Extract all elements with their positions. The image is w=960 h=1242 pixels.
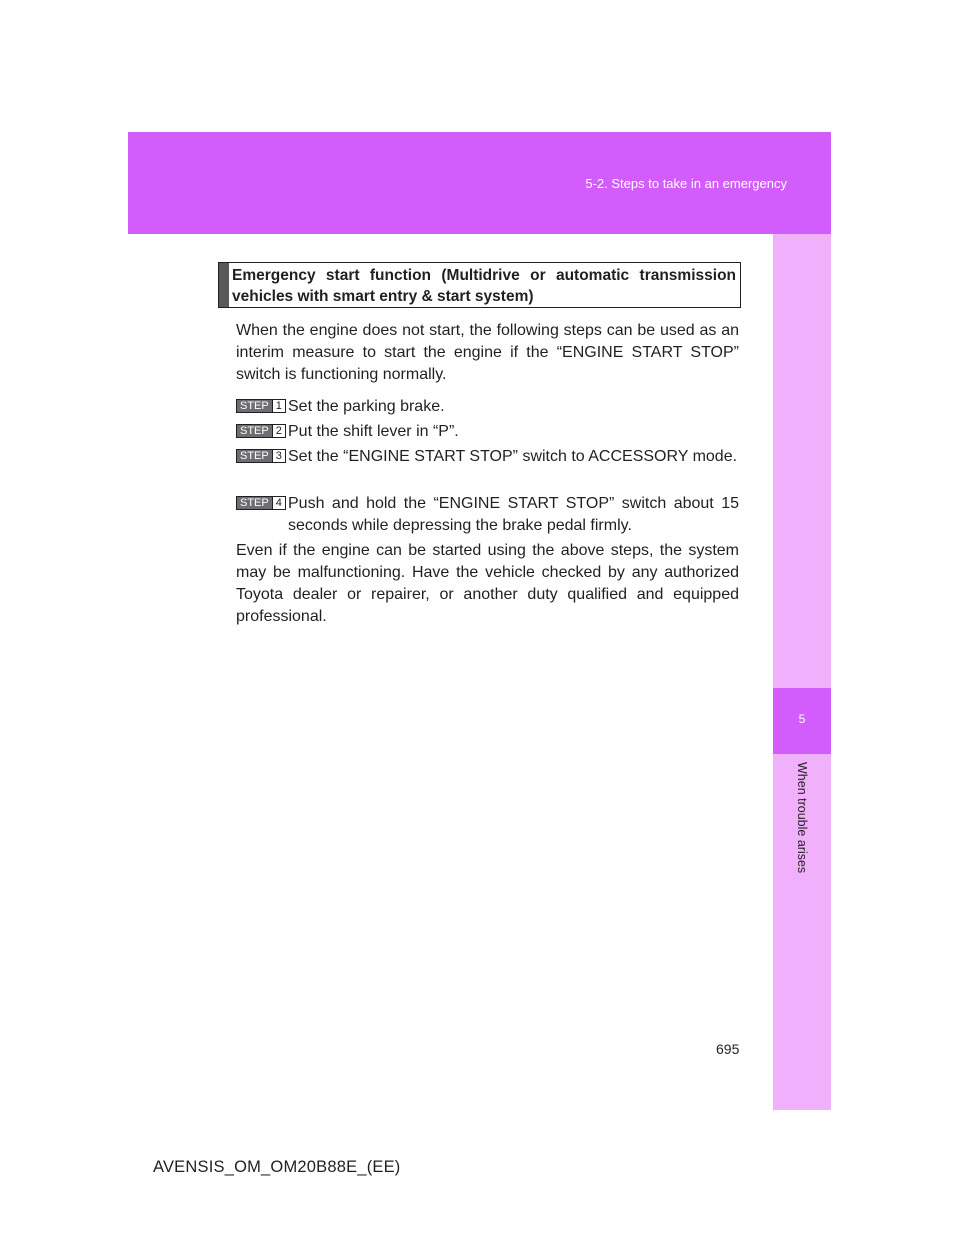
step-badge-number: 3 bbox=[272, 450, 285, 462]
step-badge-label: STEP bbox=[237, 425, 272, 437]
section-title: 5-2. Steps to take in an emergency bbox=[585, 176, 787, 191]
step-badge bbox=[236, 496, 286, 510]
step-badge-label: STEP bbox=[237, 497, 272, 509]
step-text: Set the “ENGINE START STOP” switch to ACCESSORY mode. bbox=[288, 448, 738, 465]
step-badge-label: STEP bbox=[237, 400, 272, 412]
step-text: Set the parking brake. bbox=[288, 398, 445, 415]
document-code: AVENSIS_OM_OM20B88E_(EE) bbox=[153, 1158, 401, 1176]
heading-text: Emergency start function (Multidrive or automatic transmission vehicles with smart entry & start system) bbox=[232, 267, 736, 305]
heading-accent-bar bbox=[219, 263, 229, 307]
section-header-bar bbox=[128, 132, 831, 234]
page-number: 695 bbox=[716, 1041, 740, 1057]
step-badge-number: 1 bbox=[272, 400, 285, 412]
step-badge bbox=[236, 399, 286, 413]
chapter-side-tab bbox=[773, 234, 831, 1110]
topic-heading bbox=[218, 262, 741, 308]
closing-paragraph: Even if the engine can be started using the above steps, the system may be malfunctioning. Have the vehicle checked by any authorized Toyota dealer or repairer, or another duty qualified and equipped professional. bbox=[236, 542, 739, 625]
step-badge bbox=[236, 449, 286, 463]
intro-paragraph: When the engine does not start, the following steps can be used as an interim measure to start the engine if the “ENGINE START STOP” switch is functioning normally. bbox=[236, 322, 739, 383]
step-text: Put the shift lever in “P”. bbox=[288, 423, 459, 440]
step-badge-number: 4 bbox=[272, 497, 285, 509]
chapter-title: When trouble arises bbox=[795, 762, 809, 874]
chapter-number: 5 bbox=[798, 712, 806, 726]
step-badge bbox=[236, 424, 286, 438]
step-badge-label: STEP bbox=[237, 450, 272, 462]
step-badge-number: 2 bbox=[272, 425, 285, 437]
chapter-number-block bbox=[773, 688, 831, 754]
step-text: Push and hold the “ENGINE START STOP” switch about 15 seconds while depressing the brake pedal firmly. bbox=[288, 495, 739, 534]
